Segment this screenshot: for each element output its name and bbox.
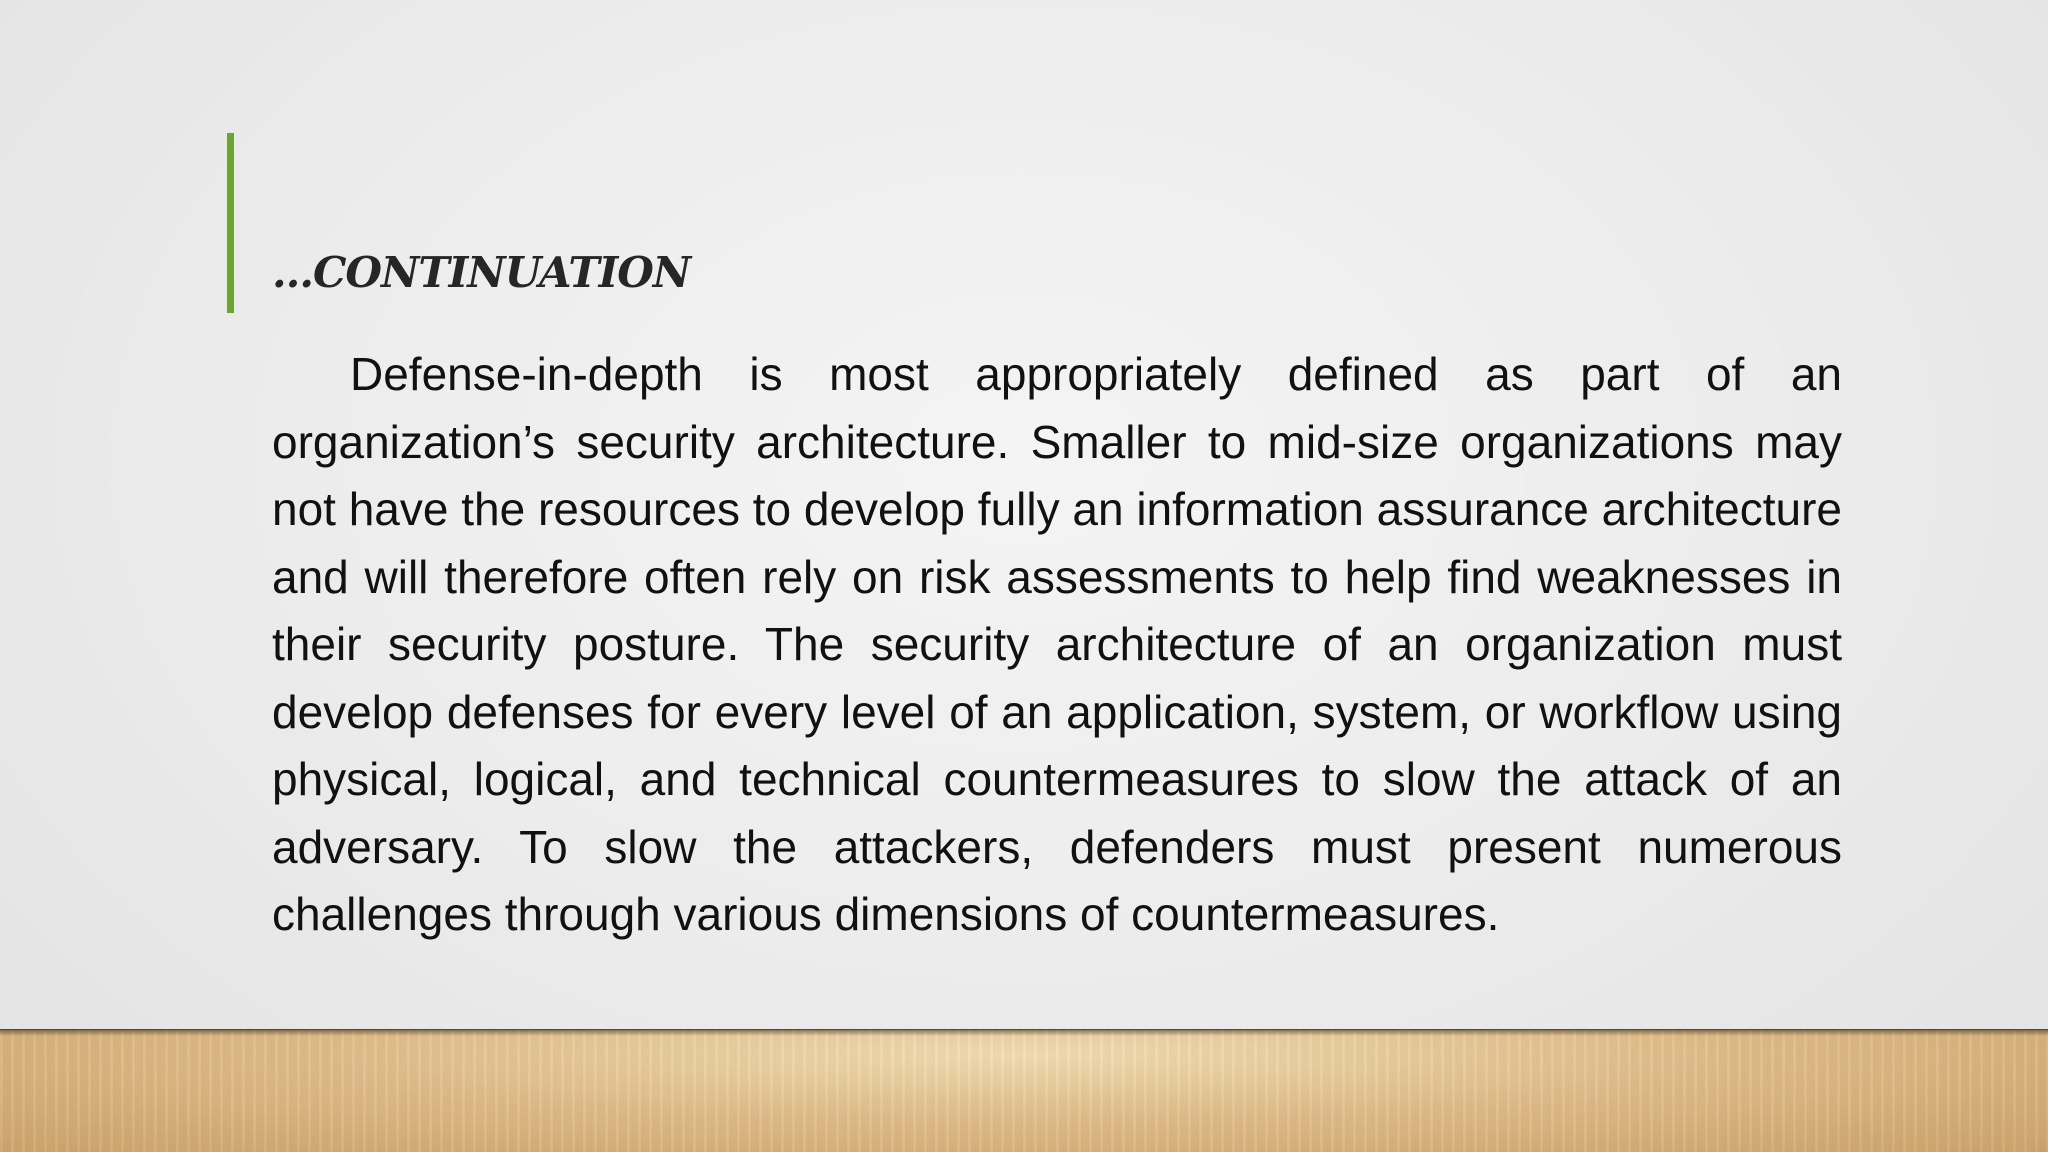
title-accent-bar (227, 133, 234, 313)
slide-body-text: Defense-in-depth is most appropriately defined as part of an organization’s security architecture. Smaller to mid-size organizations may not have the resources to develop fully an information assurance architecture and will therefore often rely on risk assessments to help find weaknesses in their security posture. The security architecture of an organization must develop defenses for every level of an application, system, or workflow using physical, logical, and technical countermeasures to slow the attack of an adversary. To slow the attackers, defenders must present numerous challenges through various dimensions of countermeasures. (272, 348, 1842, 940)
slide-title: …CONTINUATION (272, 248, 691, 297)
wood-floor-background (0, 1030, 2048, 1152)
